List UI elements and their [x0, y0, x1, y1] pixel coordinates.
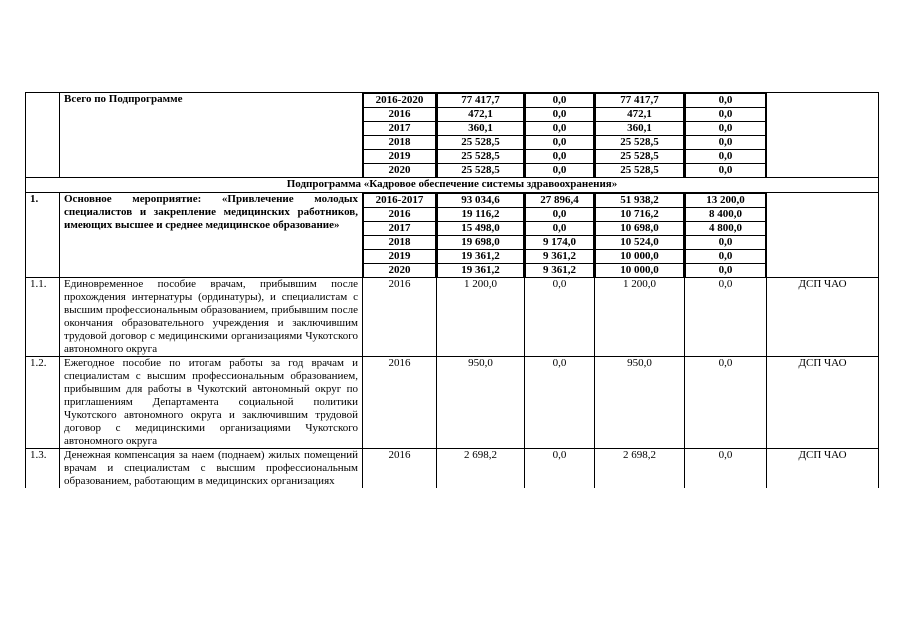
amount: 0,0: [686, 136, 766, 150]
item-executor: ДСП ЧАО: [767, 357, 879, 449]
amount: 360,1: [596, 122, 684, 136]
total-federal-cell: [525, 93, 595, 178]
year: 2016: [364, 108, 436, 122]
item-other: 0,0: [685, 357, 767, 449]
amount: 0,0: [526, 122, 594, 136]
amount: 0,0: [686, 150, 766, 164]
amount: 0,0: [526, 208, 594, 222]
item-text: Денежная компенсация за наем (поднаем) жилых помещений врачам и специалистам с высшим профессиональным образованием, работающим в медицинских организациях: [60, 449, 363, 489]
total-num-cell: [26, 93, 60, 178]
item-text: Ежегодное пособие по итогам работы за год врачам и специалистам с высшим профессиональным образованием, прибывшим для работы в Чукотский автономный округ по приглашениям Департамента социальной политики Чукотского автономного округа и заключившим трудовой договор с медицинскими организациями Чукотского автономного округа: [60, 357, 363, 449]
event-totals-cell: [437, 193, 525, 278]
amount: 19 116,2: [438, 208, 524, 222]
item-federal: 0,0: [525, 278, 595, 357]
amount: 77 417,7: [596, 94, 684, 108]
total-executor-cell: [767, 93, 879, 178]
item-total: 2 698,2: [437, 449, 525, 489]
event-name: Основное мероприятие: «Привлечение молодых специалистов и закрепление медицинских работников, имеющих высшее и среднее медицинское образование»: [60, 193, 363, 278]
year: 2016-2017: [364, 194, 436, 208]
item-year: 2016: [363, 278, 437, 357]
amount: 25 528,5: [438, 164, 524, 178]
item-executor: ДСП ЧАО: [767, 278, 879, 357]
amount: 25 528,5: [438, 136, 524, 150]
item-text: Единовременное пособие врачам, прибывшим после прохождения интернатуры (ординатуры), и специалистам с высшим профессиональным образованием, прибывшим после окончания образовательного учреждения и заключившим трудовой договор с медицинскими организациями Чукотского автономного округа: [60, 278, 363, 357]
event-federal-cell: [525, 193, 595, 278]
amount: 0,0: [686, 122, 766, 136]
item-total: 950,0: [437, 357, 525, 449]
amount: 0,0: [686, 108, 766, 122]
item-federal: 0,0: [525, 449, 595, 489]
total-other-cell: [685, 93, 767, 178]
amount: 8 400,0: [686, 208, 766, 222]
amount: 25 528,5: [438, 150, 524, 164]
amount: 9 174,0: [526, 236, 594, 250]
amount: 10 698,0: [596, 222, 684, 236]
table-row: [26, 449, 879, 489]
amount: 472,1: [596, 108, 684, 122]
item-num: 1.1.: [26, 278, 60, 357]
total-years-cell: [363, 93, 437, 178]
amount: 0,0: [526, 150, 594, 164]
event-row: [26, 193, 879, 278]
year: 2016: [364, 208, 436, 222]
event-regional-cell: [595, 193, 685, 278]
year: 2018: [364, 136, 436, 150]
amount: 25 528,5: [596, 136, 684, 150]
amount: 0,0: [686, 250, 766, 264]
amount: 0,0: [526, 136, 594, 150]
amount: 360,1: [438, 122, 524, 136]
amount: 25 528,5: [596, 164, 684, 178]
amount: 10 000,0: [596, 264, 684, 278]
item-regional: 2 698,2: [595, 449, 685, 489]
table-row: [26, 357, 879, 449]
event-other-cell: [685, 193, 767, 278]
item-other: 0,0: [685, 278, 767, 357]
year: 2017: [364, 122, 436, 136]
amount: 9 361,2: [526, 264, 594, 278]
amount: 0,0: [526, 108, 594, 122]
amount: 15 498,0: [438, 222, 524, 236]
item-year: 2016: [363, 449, 437, 489]
item-num: 1.2.: [26, 357, 60, 449]
total-regional-cell: [595, 93, 685, 178]
item-num: 1.3.: [26, 449, 60, 489]
section-heading-row: [26, 178, 879, 193]
event-executor-cell: [767, 193, 879, 278]
event-num: 1.: [26, 193, 60, 278]
amount: 25 528,5: [596, 150, 684, 164]
amount: 4 800,0: [686, 222, 766, 236]
amount: 472,1: [438, 108, 524, 122]
amount: 0,0: [526, 94, 594, 108]
section-heading: Подпрограмма «Кадровое обеспечение системы здравоохранения»: [26, 178, 879, 193]
amount: 0,0: [526, 164, 594, 178]
amount: 0,0: [686, 264, 766, 278]
event-years-cell: [363, 193, 437, 278]
item-other: 0,0: [685, 449, 767, 489]
item-executor: ДСП ЧАО: [767, 449, 879, 489]
year: 2016-2020: [364, 94, 436, 108]
amount: 0,0: [526, 222, 594, 236]
year: 2020: [364, 164, 436, 178]
amount: 0,0: [686, 164, 766, 178]
year: 2020: [364, 264, 436, 278]
amount: 77 417,7: [438, 94, 524, 108]
amount: 9 361,2: [526, 250, 594, 264]
amount: 19 361,2: [438, 264, 524, 278]
year: 2018: [364, 236, 436, 250]
item-regional: 950,0: [595, 357, 685, 449]
amount: 13 200,0: [686, 194, 766, 208]
amount: 93 034,6: [438, 194, 524, 208]
total-totals-cell: [437, 93, 525, 178]
subprogram-table: [25, 92, 879, 488]
total-row: [26, 93, 879, 178]
year: 2017: [364, 222, 436, 236]
amount: 19 361,2: [438, 250, 524, 264]
total-years: [363, 93, 436, 177]
amount: 27 896,4: [526, 194, 594, 208]
item-federal: 0,0: [525, 357, 595, 449]
year: 2019: [364, 250, 436, 264]
amount: 19 698,0: [438, 236, 524, 250]
table-row: [26, 278, 879, 357]
year: 2019: [364, 150, 436, 164]
total-label: Всего по Подпрограмме: [60, 93, 363, 178]
item-year: 2016: [363, 357, 437, 449]
item-total: 1 200,0: [437, 278, 525, 357]
amount: 51 938,2: [596, 194, 684, 208]
amount: 0,0: [686, 94, 766, 108]
amount: 10 716,2: [596, 208, 684, 222]
amount: 0,0: [686, 236, 766, 250]
amount: 10 524,0: [596, 236, 684, 250]
item-regional: 1 200,0: [595, 278, 685, 357]
amount: 10 000,0: [596, 250, 684, 264]
